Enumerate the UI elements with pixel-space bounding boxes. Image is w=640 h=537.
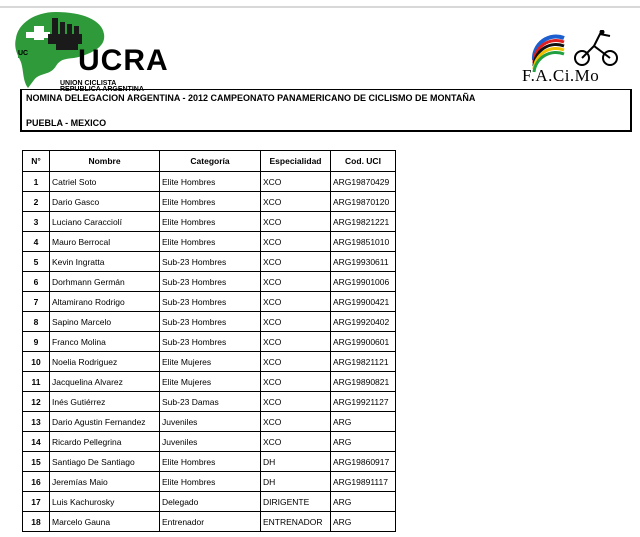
- specialty-cell: XCO: [261, 192, 331, 212]
- rider-name-cell: Dario Gasco: [50, 192, 160, 212]
- table-row: [23, 292, 396, 312]
- row-number-cell: 2: [23, 192, 50, 212]
- table-row: [23, 332, 396, 352]
- table-row: [23, 252, 396, 272]
- rider-name-cell: Franco Molina: [50, 332, 160, 352]
- rider-name-cell: Altamirano Rodrigo: [50, 292, 160, 312]
- table-row: [23, 232, 396, 252]
- row-number-cell: 5: [23, 252, 50, 272]
- specialty-cell: XCO: [261, 352, 331, 372]
- uci-code-cell: ARG19890821: [331, 372, 396, 392]
- uci-code-cell: ARG19851010: [331, 232, 396, 252]
- category-cell: Elite Mujeres: [160, 372, 261, 392]
- table-row: [23, 412, 396, 432]
- specialty-cell: XCO: [261, 412, 331, 432]
- uci-code-cell: ARG: [331, 412, 396, 432]
- ucra-subtitle-line1: UNION CICLISTA: [60, 80, 117, 87]
- row-number-cell: 9: [23, 332, 50, 352]
- rider-name-cell: Mauro Berrocal: [50, 232, 160, 252]
- rider-name-cell: Sapino Marcelo: [50, 312, 160, 332]
- table-row: [23, 212, 396, 232]
- row-number-cell: 17: [23, 492, 50, 512]
- uci-code-cell: ARG19920402: [331, 312, 396, 332]
- specialty-cell: XCO: [261, 332, 331, 352]
- uci-code-cell: ARG19870429: [331, 172, 396, 192]
- row-number-cell: 10: [23, 352, 50, 372]
- table-row: [23, 372, 396, 392]
- rider-name-cell: Noelia Rodriguez: [50, 352, 160, 372]
- rider-name-cell: Luciano Caracciolí: [50, 212, 160, 232]
- column-header-number: N°: [23, 151, 50, 172]
- specialty-cell: XCO: [261, 272, 331, 292]
- column-header-uci-code: Cod. UCI: [331, 151, 396, 172]
- rider-name-cell: Inés Gutiérrez: [50, 392, 160, 412]
- uci-code-cell: ARG19821121: [331, 352, 396, 372]
- specialty-cell: XCO: [261, 392, 331, 412]
- category-cell: Sub-23 Hombres: [160, 312, 261, 332]
- uci-code-cell: ARG: [331, 512, 396, 532]
- table-row: [23, 272, 396, 292]
- category-cell: Elite Hombres: [160, 472, 261, 492]
- table-row: [23, 512, 396, 532]
- row-number-cell: 14: [23, 432, 50, 452]
- specialty-cell: XCO: [261, 172, 331, 192]
- category-cell: Elite Mujeres: [160, 352, 261, 372]
- rider-name-cell: Jacquelina Alvarez: [50, 372, 160, 392]
- ucra-small-mark: UC: [18, 50, 29, 57]
- table-row: [23, 312, 396, 332]
- category-cell: Sub-23 Hombres: [160, 252, 261, 272]
- uci-code-cell: ARG19821221: [331, 212, 396, 232]
- category-cell: Sub-23 Hombres: [160, 292, 261, 312]
- column-header-specialty: Especialidad: [261, 151, 331, 172]
- row-number-cell: 15: [23, 452, 50, 472]
- category-cell: Elite Hombres: [160, 172, 261, 192]
- category-cell: Sub-23 Hombres: [160, 332, 261, 352]
- row-number-cell: 1: [23, 172, 50, 192]
- table-row: [23, 472, 396, 492]
- row-number-cell: 16: [23, 472, 50, 492]
- table-row: [23, 492, 396, 512]
- category-cell: Elite Hombres: [160, 192, 261, 212]
- ucra-subtitle-line2: REPUBLICA ARGENTINA: [60, 86, 144, 93]
- specialty-cell: XCO: [261, 312, 331, 332]
- column-header-category: Categoría: [160, 151, 261, 172]
- row-number-cell: 3: [23, 212, 50, 232]
- specialty-cell: DH: [261, 452, 331, 472]
- table-row: [23, 432, 396, 452]
- row-number-cell: 6: [23, 272, 50, 292]
- category-cell: Sub-23 Hombres: [160, 272, 261, 292]
- row-number-cell: 8: [23, 312, 50, 332]
- document-header: [20, 89, 632, 132]
- rider-name-cell: Dorhmann Germán: [50, 272, 160, 292]
- uci-code-cell: ARG19900601: [331, 332, 396, 352]
- column-header-name: Nombre: [50, 151, 160, 172]
- specialty-cell: ENTRENADOR: [261, 512, 331, 532]
- category-cell: Entrenador: [160, 512, 261, 532]
- uci-code-cell: ARG19900421: [331, 292, 396, 312]
- rider-name-cell: Kevin Ingratta: [50, 252, 160, 272]
- uci-code-cell: ARG: [331, 432, 396, 452]
- row-number-cell: 13: [23, 412, 50, 432]
- rider-name-cell: Luis Kachurosky: [50, 492, 160, 512]
- uci-code-cell: ARG: [331, 492, 396, 512]
- row-number-cell: 7: [23, 292, 50, 312]
- top-rule: [0, 6, 640, 8]
- rider-name-cell: Dario Agustin Fernandez: [50, 412, 160, 432]
- delegation-table: [22, 150, 396, 532]
- document-title: NOMINA DELEGACION ARGENTINA - 2012 CAMPEONATO PANAMERICANO DE CICLISMO DE MONTAÑA: [26, 93, 476, 103]
- table-row: [23, 452, 396, 472]
- rider-name-cell: Ricardo Pellegrina: [50, 432, 160, 452]
- table-row: [23, 392, 396, 412]
- category-cell: Elite Hombres: [160, 232, 261, 252]
- category-cell: Sub-23 Damas: [160, 392, 261, 412]
- category-cell: Elite Hombres: [160, 212, 261, 232]
- uci-code-cell: ARG19860917: [331, 452, 396, 472]
- table-body: [23, 172, 396, 532]
- category-cell: Elite Hombres: [160, 452, 261, 472]
- row-number-cell: 4: [23, 232, 50, 252]
- row-number-cell: 12: [23, 392, 50, 412]
- specialty-cell: XCO: [261, 232, 331, 252]
- specialty-cell: XCO: [261, 432, 331, 452]
- rider-name-cell: Jeremías Maio: [50, 472, 160, 492]
- specialty-cell: DH: [261, 472, 331, 492]
- row-number-cell: 18: [23, 512, 50, 532]
- specialty-cell: XCO: [261, 372, 331, 392]
- table-row: [23, 352, 396, 372]
- ucra-wordmark: UCRA: [78, 44, 169, 77]
- facimo-wordmark: F.A.Ci.Mo: [522, 66, 600, 85]
- uci-code-cell: ARG19921127: [331, 392, 396, 412]
- specialty-cell: XCO: [261, 212, 331, 232]
- category-cell: Delegado: [160, 492, 261, 512]
- uci-code-cell: ARG19891117: [331, 472, 396, 492]
- table-row: [23, 192, 396, 212]
- event-location: PUEBLA - MEXICO: [26, 118, 107, 128]
- rider-name-cell: Catriel Soto: [50, 172, 160, 192]
- category-cell: Juveniles: [160, 412, 261, 432]
- specialty-cell: XCO: [261, 292, 331, 312]
- uci-code-cell: ARG19930611: [331, 252, 396, 272]
- uci-code-cell: ARG19901006: [331, 272, 396, 292]
- specialty-cell: XCO: [261, 252, 331, 272]
- uci-code-cell: ARG19870120: [331, 192, 396, 212]
- specialty-cell: DIRIGENTE: [261, 492, 331, 512]
- category-cell: Juveniles: [160, 432, 261, 452]
- table-header-row: [23, 151, 396, 172]
- row-number-cell: 11: [23, 372, 50, 392]
- table-row: [23, 172, 396, 192]
- rider-name-cell: Marcelo Gauna: [50, 512, 160, 532]
- rider-name-cell: Santiago De Santiago: [50, 452, 160, 472]
